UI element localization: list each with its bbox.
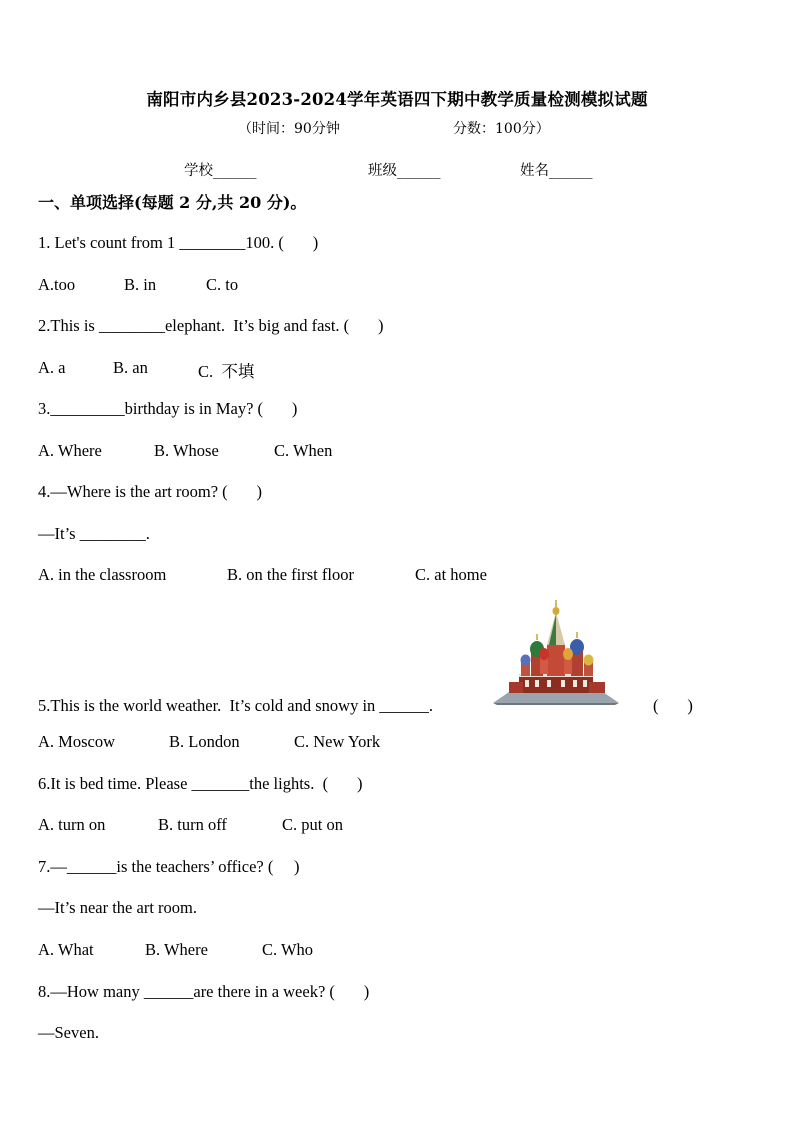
exam-time: （时间：90分钟 xyxy=(238,121,340,137)
cathedral-illustration xyxy=(491,600,621,706)
q3-option-c: C. When xyxy=(274,441,333,460)
q1-option-a: A.too xyxy=(38,275,76,294)
q7-option-b: B. Where xyxy=(145,940,208,959)
q5-option-c: C. New York xyxy=(294,732,381,751)
q6-option-a: A. turn on xyxy=(38,815,106,834)
q5-option-b: B. London xyxy=(169,732,240,751)
q4-option-c: C. at home xyxy=(415,565,487,584)
name-field: 姓名______ xyxy=(520,163,593,179)
question-5: 5.This is the world weather. It’s cold and snowy in ______. xyxy=(38,696,434,715)
q4-option-b: B. on the first floor xyxy=(227,565,354,584)
q5-option-a: A. Moscow xyxy=(38,732,115,751)
section-heading: 一、单项选择(每题 2 分,共 20 分)。 xyxy=(38,193,307,212)
question-7: 7.—______is the teachers’ office? ( ) xyxy=(38,857,300,876)
q7-option-a: A. What xyxy=(38,940,94,959)
q3-option-a: A. Where xyxy=(38,441,102,460)
question-4: 4.—Where is the art room? ( ) xyxy=(38,482,263,501)
class-field: 班级______ xyxy=(368,163,441,179)
school-field: 学校______ xyxy=(184,163,257,179)
question-4-reply: —It’s ________. xyxy=(38,524,150,543)
question-2: 2.This is ________elephant. It’s big and fast. ( ) xyxy=(38,316,384,335)
question-7-reply: —It’s near the art room. xyxy=(38,898,197,917)
q6-option-c: C. put on xyxy=(282,815,343,834)
exam-score: 分数：100分） xyxy=(453,121,550,137)
q1-option-c: C. to xyxy=(206,275,239,294)
question-5-answer-parens: ( ) xyxy=(653,696,693,715)
q1-option-b: B. in xyxy=(124,275,157,294)
question-6: 6.It is bed time. Please _______the lights. ( ) xyxy=(38,774,363,793)
exam-title: 南阳市内乡县2023-2024学年英语四下期中教学质量检测模拟试题 xyxy=(146,90,648,109)
question-8: 8.—How many ______are there in a week? ( ) xyxy=(38,982,370,1001)
question-1: 1. Let's count from 1 ________100. ( ) xyxy=(38,233,319,252)
question-8-reply: —Seven. xyxy=(38,1023,99,1042)
q2-option-c: C. 不填 xyxy=(198,362,255,381)
question-3: 3._________birthday is in May? ( ) xyxy=(38,399,298,418)
q4-option-a: A. in the classroom xyxy=(38,565,167,584)
moscow-cathedral-image xyxy=(491,600,621,706)
q2-option-b: B. an xyxy=(113,358,148,377)
q7-option-c: C. Who xyxy=(262,940,314,959)
q3-option-b: B. Whose xyxy=(154,441,219,460)
q6-option-b: B. turn off xyxy=(158,815,227,834)
q2-option-a: A. a xyxy=(38,358,66,377)
